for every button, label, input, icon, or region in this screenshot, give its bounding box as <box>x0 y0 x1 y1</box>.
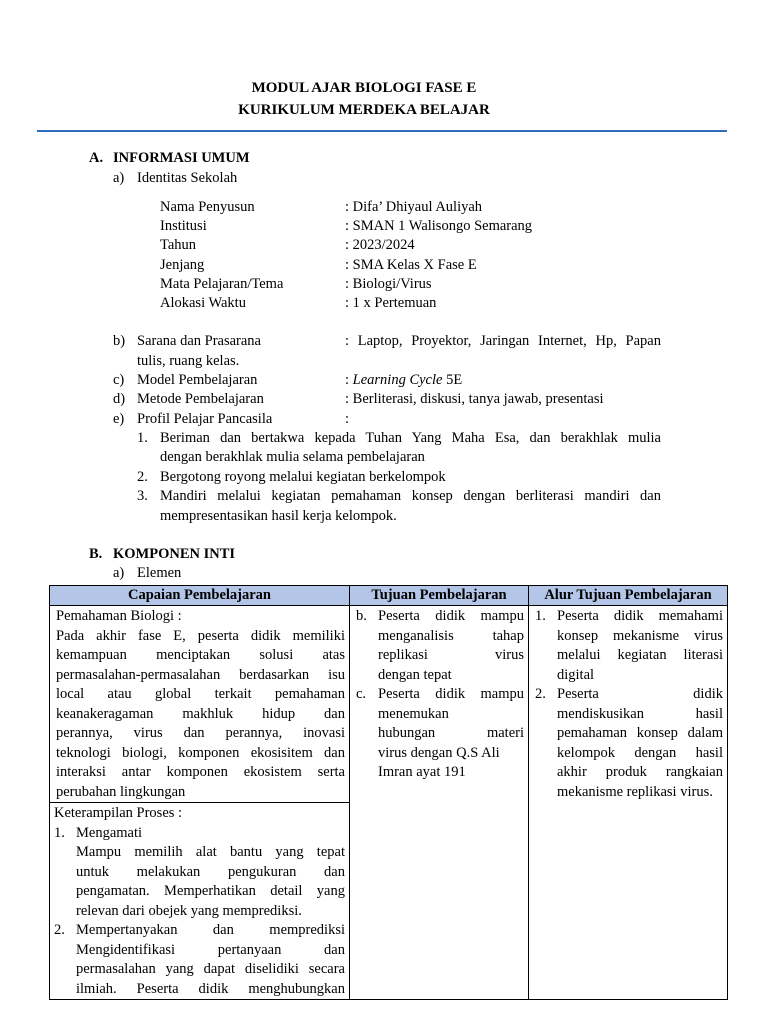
metode-label: Metode Pembelajaran <box>137 391 264 407</box>
pemahaman-line: kemampuan menciptakan solusi atas <box>56 647 345 663</box>
document-title-line1: MODUL AJAR BIOLOGI FASE E <box>251 80 477 96</box>
identitas-key: Tahun <box>160 237 197 253</box>
sarana-marker: b) <box>113 333 126 349</box>
tujuan-cell <box>350 606 529 1000</box>
identitas-value: : Difa’ Dhiyaul Auliyah <box>345 199 483 215</box>
pemahaman-title: Pemahaman Biologi : <box>56 608 182 624</box>
keterampilan-line: pengamatan. Memperhatikan detail yang <box>76 883 345 899</box>
profil-item-text: Beriman dan bertakwa kepada Tuhan Yang Maha Esa, dan berakhlak mulia <box>160 430 661 446</box>
keterampilan-item-number: 1. <box>54 824 65 841</box>
identitas-value: : 2023/2024 <box>345 237 415 253</box>
identitas-key: Nama Penyusun <box>160 199 255 215</box>
pemahaman-line: interaksi antar komponen ekosistem serta <box>56 764 345 780</box>
capaian-keterampilan-cell <box>50 803 350 1000</box>
header-tujuan: Tujuan Pembelajaran <box>350 586 529 606</box>
alur-line: Peserta didik memahami <box>557 608 723 624</box>
tujuan-line: replikasi virus <box>378 647 524 663</box>
elemen-marker: a) <box>113 565 125 581</box>
model-marker: c) <box>113 372 125 388</box>
pemahaman-line: permasalahan-permasalahan berdasarkan isu <box>56 666 345 683</box>
keterampilan-item-head: Mengamati <box>76 824 143 841</box>
profil-marker: e) <box>113 411 125 427</box>
model-value <box>345 372 462 389</box>
pemahaman-line: local atau global terkait pemahaman <box>56 686 345 702</box>
profil-item-text: Bergotong royong melalui kegiatan berkelompok <box>160 469 446 485</box>
identitas-value: : SMA Kelas X Fase E <box>345 257 477 273</box>
alur-line: mendiskusikan hasil <box>557 705 723 722</box>
alur-item <box>535 607 723 685</box>
profil-item-text-cont: dengan berakhlak mulia selama pembelajaran <box>160 449 425 465</box>
tujuan-line: menemukan <box>378 705 449 722</box>
tujuan-line: Peserta didik mampu <box>378 686 524 702</box>
identitas-key: Institusi <box>160 218 207 234</box>
keterampilan-line: permasalahan yang dapat diselidiki secara <box>76 961 345 977</box>
identitas-value: : Biologi/Virus <box>345 276 432 292</box>
keterampilan-line: untuk melakukan pengukuran dan <box>76 863 345 880</box>
document-title-line2: KURIKULUM MERDEKA BELAJAR <box>238 102 490 118</box>
model-label: Model Pembelajaran <box>137 372 258 388</box>
profil-colon: : <box>345 411 350 427</box>
model-colon: : <box>345 372 350 388</box>
model-value-italic: Learning Cycle <box>352 372 443 388</box>
tujuan-line: hubungan materi <box>378 725 524 741</box>
tujuan-item <box>356 685 524 783</box>
identitas-label: Identitas Sekolah <box>137 170 238 186</box>
alur-line: melalui kegiatan literasi <box>557 647 723 663</box>
alur-line: Peserta didik <box>557 686 723 702</box>
tujuan-item-number: c. <box>356 686 367 702</box>
header-alur: Alur Tujuan Pembelajaran <box>529 586 728 606</box>
header-capaian: Capaian Pembelajaran <box>50 586 350 606</box>
profil-item-text: Mandiri melalui kegiatan pemahaman konsep dengan berliterasi mandiri dan <box>160 488 661 504</box>
table-row <box>50 606 728 803</box>
profil-item-number: 2. <box>137 469 148 485</box>
pemahaman-line: keanakeragaman makhluk hidup dan <box>56 705 345 722</box>
sarana-label: Sarana dan Prasarana <box>137 333 261 349</box>
capaian-pemahaman-cell <box>50 606 350 803</box>
identitas-value: : 1 x Pertemuan <box>345 295 437 311</box>
section-a-marker: A. <box>89 150 104 166</box>
profil-item-number: 3. <box>137 488 148 504</box>
tujuan-line: dengan tepat <box>378 666 452 683</box>
alur-line: konsep mekanisme virus <box>557 627 723 644</box>
elemen-label: Elemen <box>137 565 182 581</box>
metode-value: : Berliterasi, diskusi, tanya jawab, presentasi <box>345 391 604 407</box>
section-b-marker: B. <box>89 546 103 562</box>
tujuan-item-number: b. <box>356 608 367 624</box>
pemahaman-line: perubahan lingkungan <box>56 783 186 800</box>
table-header-row <box>50 586 728 606</box>
keterampilan-item <box>54 921 345 999</box>
keterampilan-line: ilmiah. Peserta didik menghubungkan <box>76 980 345 997</box>
tujuan-line: virus dengan Q.S Ali <box>378 744 500 761</box>
keterampilan-item-number: 2. <box>54 922 65 938</box>
alur-line: digital <box>557 666 595 683</box>
keterampilan-title: Keterampilan Proses : <box>54 805 183 821</box>
header-divider <box>37 130 727 132</box>
keterampilan-line: Mampu memilih alat bantu yang tepat <box>76 844 345 860</box>
alur-line: mekanisme replikasi virus. <box>557 783 713 800</box>
profil-item-text-cont: mempresentasikan hasil kerja kelompok. <box>160 508 397 524</box>
identitas-key: Mata Pelajaran/Tema <box>160 276 284 292</box>
metode-marker: d) <box>113 391 126 407</box>
identitas-key: Alokasi Waktu <box>160 295 246 311</box>
elemen-table <box>49 585 728 1000</box>
tujuan-item <box>356 607 524 685</box>
alur-cell <box>529 606 728 1000</box>
profil-item-number: 1. <box>137 430 148 446</box>
identitas-key: Jenjang <box>160 257 205 273</box>
keterampilan-line: Mempertanyakan dan memprediksi <box>76 922 345 938</box>
tujuan-line: menganalisis tahap <box>378 627 524 644</box>
pemahaman-line: Pada akhir fase E, peserta didik memiliki <box>56 627 345 644</box>
tujuan-line: Imran ayat 191 <box>378 764 466 780</box>
alur-line: akhir produk rangkaian <box>557 764 723 780</box>
keterampilan-item <box>54 824 345 922</box>
sarana-value: : Laptop, Proyektor, Jaringan Internet, Hp, Papan <box>345 333 661 349</box>
alur-item <box>535 685 723 802</box>
profil-label: Profil Pelajar Pancasila <box>137 411 273 427</box>
keterampilan-line: relevan dari obejek yang memprediksi. <box>76 902 302 919</box>
identitas-marker: a) <box>113 170 125 186</box>
alur-item-number: 2. <box>535 686 546 702</box>
alur-line: pemahaman konsep dalam <box>557 725 723 741</box>
model-value-rest: 5E <box>442 372 463 388</box>
section-a-title: INFORMASI UMUM <box>113 150 250 166</box>
pemahaman-line: teknologi biologi, komponen ekosisitem dan <box>56 744 345 761</box>
tujuan-line: Peserta didik mampu <box>378 608 524 624</box>
section-b-title: KOMPONEN INTI <box>113 546 236 562</box>
identitas-value: : SMAN 1 Walisongo Semarang <box>345 218 533 234</box>
pemahaman-line: perannya, virus dan perannya, inovasi <box>56 725 345 741</box>
keterampilan-line: Mengidentifikasi pertanyaan dan <box>76 941 345 958</box>
sarana-value-cont: tulis, ruang kelas. <box>137 353 240 369</box>
alur-line: kelompok dengan hasil <box>557 744 723 761</box>
alur-item-number: 1. <box>535 608 546 624</box>
